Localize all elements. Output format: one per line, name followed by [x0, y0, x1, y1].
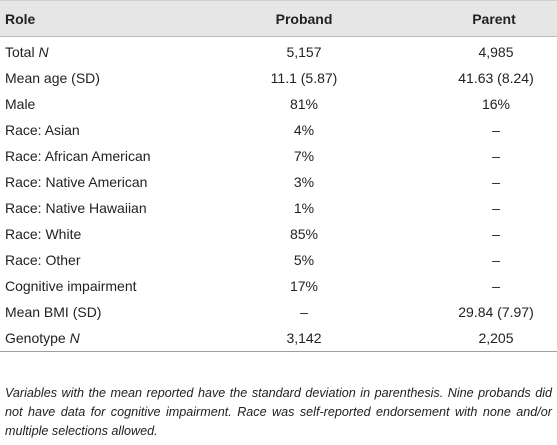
cell-role: [0, 299, 219, 325]
cell-proband: –: [300, 304, 308, 320]
role-label: Male: [5, 96, 36, 112]
parent-value: –: [492, 252, 500, 268]
table-row: [0, 91, 557, 117]
cell-proband: 4%: [293, 122, 315, 138]
header-parent: [389, 1, 557, 37]
role-label: Race: Asian: [5, 122, 80, 138]
cell-parent: [389, 221, 557, 247]
parent-value: –: [492, 200, 500, 216]
cell-proband: 3,142: [219, 325, 389, 352]
table-row: [0, 325, 557, 352]
table-header-row: [0, 1, 557, 37]
cell-proband: 85%: [289, 226, 319, 242]
cell-parent: [389, 37, 557, 66]
cell-role: [0, 195, 219, 221]
cell-role: [0, 37, 219, 66]
cell-parent: [389, 117, 557, 143]
cell-proband: 3%: [293, 174, 315, 190]
parent-value: 41.63 (8.24): [458, 70, 534, 86]
cell-role: [0, 273, 219, 299]
parent-value: –: [492, 226, 500, 242]
cell-proband: 81%: [289, 96, 319, 112]
cell-parent: [389, 299, 557, 325]
table-row: [0, 273, 557, 299]
cell-parent: [389, 247, 557, 273]
table-footnote: Variables with the mean reported have the standard deviation in parenthesis. Nine probands did not have data for cognitive impairment. Race was self-reported endorsement with none and/or multiple selections allowed.: [5, 386, 552, 438]
table-row: [0, 65, 557, 91]
parent-value: –: [492, 148, 500, 164]
cell-parent: [389, 65, 557, 91]
cell-role: [0, 143, 219, 169]
cell-role: [0, 325, 219, 352]
cell-proband: 5%: [293, 252, 315, 268]
cell-proband: 1%: [293, 200, 315, 216]
table-row: [0, 299, 557, 325]
header-role: Role: [0, 1, 219, 37]
role-label: Race: Other: [5, 252, 81, 268]
header-proband: Proband: [219, 1, 389, 37]
parent-value: –: [492, 174, 500, 190]
role-label: Race: White: [5, 226, 82, 242]
parent-value: 16%: [481, 96, 511, 112]
cell-role: [0, 91, 219, 117]
cell-proband: 5,157: [286, 44, 322, 60]
cell-parent: [389, 169, 557, 195]
table-row: [0, 143, 557, 169]
role-label-italic: N: [69, 330, 80, 346]
table-body: [0, 37, 557, 352]
role-label: Genotype: [5, 330, 70, 346]
table-row: [0, 169, 557, 195]
table-row: [0, 247, 557, 273]
table-row: [0, 37, 557, 66]
role-label: Race: Native Hawaiian: [5, 200, 147, 216]
cell-proband: 17%: [289, 278, 319, 294]
role-label: Mean age (SD): [5, 70, 100, 86]
header-parent-label: Parent: [472, 10, 516, 27]
cell-parent: [389, 195, 557, 221]
cell-role: [0, 221, 219, 247]
cell-parent: [389, 325, 557, 352]
cell-proband: 7%: [293, 148, 315, 164]
parent-value: 29.84 (7.97): [458, 304, 534, 320]
role-label: Race: Native American: [5, 174, 148, 190]
parent-value: 2,205: [478, 330, 514, 346]
parent-value: –: [492, 122, 500, 138]
table-row: [0, 117, 557, 143]
cell-role: [0, 169, 219, 195]
cell-parent: [389, 91, 557, 117]
cell-role: [0, 65, 219, 91]
parent-value: –: [492, 278, 500, 294]
role-label: Cognitive impairment: [5, 278, 137, 294]
role-label: Total: [5, 44, 39, 60]
role-label-italic: N: [38, 44, 49, 60]
parent-value: 4,985: [478, 44, 514, 60]
cell-parent: [389, 273, 557, 299]
table-row: [0, 221, 557, 247]
cell-role: [0, 117, 219, 143]
role-label: Race: African American: [5, 148, 151, 164]
table-row: [0, 195, 557, 221]
role-label: Mean BMI (SD): [5, 304, 102, 320]
cell-parent: [389, 143, 557, 169]
cell-proband: 11.1 (5.87): [270, 70, 338, 86]
cell-role: [0, 247, 219, 273]
